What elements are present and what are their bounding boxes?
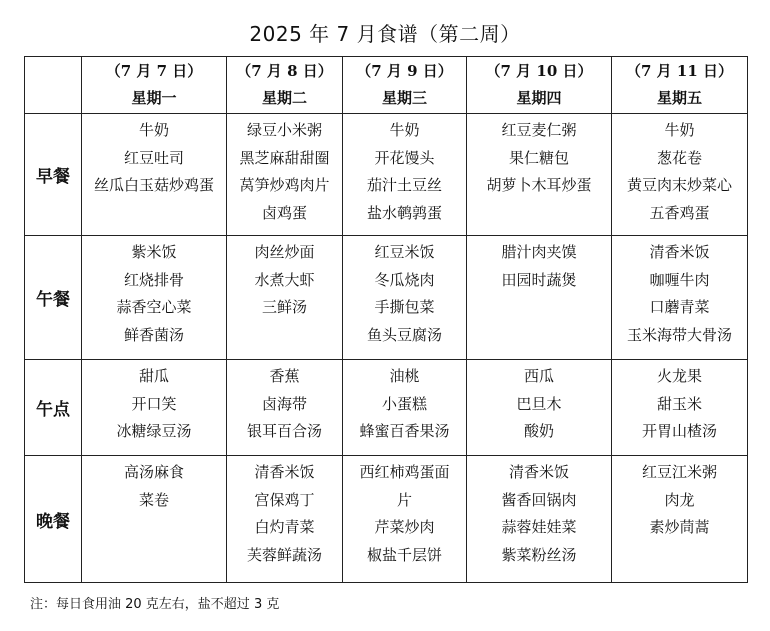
menu-cell [343, 236, 467, 360]
dish-item: 卤海带 [261, 394, 307, 413]
dish-list [82, 456, 226, 514]
weekly-menu-table [24, 56, 748, 583]
dish-item: 口蘑青菜 [649, 298, 710, 316]
dish-item: 芹菜炒肉 [374, 518, 435, 536]
dish-item: 清香米饭 [649, 243, 710, 261]
day-header-thu [467, 57, 612, 114]
meal-label: 晚餐 [25, 456, 82, 583]
dish-item: 清香米饭 [254, 463, 315, 481]
dish-item: 椒盐千层饼 [366, 545, 442, 564]
menu-cell [612, 456, 748, 583]
dish-list [227, 456, 342, 569]
day-date: （7 月 8 日） [236, 62, 333, 80]
meal-label: 午餐 [25, 236, 82, 360]
dish-item: 鲜香菌汤 [123, 325, 184, 344]
dish-item: 红豆江米粥 [641, 463, 717, 481]
dish-item: 手撕包菜 [374, 298, 435, 316]
meal-row-breakfast [25, 114, 748, 236]
day-date: （7 月 11 日） [626, 62, 733, 80]
dish-item: 开口笑 [131, 394, 177, 413]
footnote: 注：每日食用油 20 克左右，盐不超过 3 克 [30, 597, 280, 612]
meal-row-snack [25, 360, 748, 456]
menu-cell [467, 456, 612, 583]
meal-row-lunch [25, 236, 748, 360]
dish-item: 冰糖绿豆汤 [116, 422, 192, 440]
dish-item: 素炒茼蒿 [649, 518, 710, 536]
dish-list [227, 360, 342, 446]
menu-cell [467, 114, 612, 236]
dish-item: 果仁糖包 [508, 148, 569, 167]
dish-item: 蜂蜜百香果汤 [359, 422, 450, 440]
menu-cell [227, 236, 343, 360]
menu-cell [467, 360, 612, 456]
dish-item: 冬瓜烧肉 [374, 270, 435, 289]
dish-item: 酸奶 [523, 422, 554, 440]
day-weekday: 星期四 [516, 89, 562, 107]
dish-item: 火龙果 [656, 367, 702, 385]
dish-list [612, 236, 747, 349]
dish-item: 小蛋糕 [381, 394, 427, 413]
dish-item: 茄汁土豆丝 [366, 176, 442, 194]
dish-item: 莴笋炒鸡肉片 [239, 176, 330, 194]
menu-cell [343, 360, 467, 456]
dish-item: 巴旦木 [516, 394, 562, 413]
dish-item: 红豆米饭 [374, 243, 435, 261]
dish-item: 西瓜 [523, 367, 554, 385]
dish-item: 牛奶 [389, 121, 420, 139]
meal-row-dinner [25, 456, 748, 583]
menu-cell [467, 236, 612, 360]
day-weekday: 星期一 [131, 89, 177, 107]
dish-item: 银耳百合汤 [246, 422, 322, 440]
dish-list [467, 360, 611, 446]
day-header-wed [343, 57, 467, 114]
dish-item: 片 [396, 490, 412, 509]
dish-item: 甜瓜 [138, 367, 169, 385]
dish-list [612, 360, 747, 446]
day-date: （7 月 10 日） [485, 62, 593, 80]
page-title: 2025 年 7 月食谱（第二周） [249, 22, 521, 46]
menu-cell [82, 360, 227, 456]
dish-item: 酱香回锅肉 [501, 490, 577, 509]
day-header-mon [82, 57, 227, 114]
dish-item: 白灼青菜 [254, 518, 315, 536]
menu-cell [343, 456, 467, 583]
dish-item: 鱼头豆腐汤 [366, 325, 442, 344]
day-date: （7 月 7 日） [105, 62, 203, 80]
dish-item: 绿豆小米粥 [246, 121, 322, 139]
day-weekday: 星期五 [656, 89, 702, 107]
meal-label: 早餐 [25, 114, 82, 236]
dish-item: 红豆吐司 [123, 148, 184, 167]
dish-item: 丝瓜白玉菇炒鸡蛋 [93, 176, 214, 194]
dish-item: 红烧排骨 [123, 270, 184, 289]
dish-item: 甜玉米 [656, 394, 702, 413]
dish-item: 胡萝卜木耳炒蛋 [486, 176, 592, 194]
menu-cell [82, 456, 227, 583]
dish-item: 咖喱牛肉 [649, 270, 710, 289]
dish-item: 香蕉 [269, 367, 300, 385]
dish-item: 蒜香空心菜 [116, 298, 192, 316]
header-row [25, 57, 748, 114]
dish-item: 菜卷 [138, 490, 169, 509]
dish-list [343, 114, 466, 227]
day-header-fri [612, 57, 748, 114]
dish-list [467, 236, 611, 294]
dish-item: 三鲜汤 [261, 298, 307, 316]
dish-item: 蒜蓉娃娃菜 [501, 518, 577, 536]
dish-item: 盐水鹌鹑蛋 [366, 203, 442, 222]
dish-item: 水煮大虾 [254, 270, 315, 289]
day-weekday: 星期二 [261, 89, 307, 107]
dish-list [343, 456, 466, 569]
day-weekday: 星期三 [381, 89, 427, 107]
dish-list [227, 114, 342, 227]
dish-item: 牛奶 [138, 121, 169, 139]
dish-item: 西红柿鸡蛋面 [359, 463, 450, 481]
dish-item: 牛奶 [664, 121, 695, 139]
dish-item: 芙蓉鲜蔬汤 [246, 545, 322, 564]
dish-item: 宫保鸡丁 [254, 490, 315, 509]
dish-list [467, 456, 611, 569]
menu-cell [612, 114, 748, 236]
dish-list [227, 236, 342, 322]
dish-item: 葱花卷 [656, 148, 702, 167]
dish-list [82, 360, 226, 446]
dish-item: 肉丝炒面 [254, 243, 315, 261]
dish-item: 田园时蔬煲 [501, 270, 577, 289]
menu-cell [82, 236, 227, 360]
meal-label: 午点 [25, 360, 82, 456]
dish-item: 开花馒头 [374, 148, 435, 167]
corner-cell [25, 57, 82, 114]
dish-item: 卤鸡蛋 [261, 203, 307, 222]
menu-cell [227, 360, 343, 456]
dish-item: 紫米饭 [131, 243, 177, 261]
dish-list [82, 236, 226, 349]
dish-list [612, 114, 747, 227]
dish-item: 清香米饭 [508, 463, 569, 481]
menu-cell [612, 360, 748, 456]
dish-item: 油桃 [389, 367, 420, 385]
menu-cell [227, 456, 343, 583]
dish-list [612, 456, 747, 542]
dish-item: 黄豆肉末炒菜心 [626, 176, 732, 194]
day-date: （7 月 9 日） [356, 62, 453, 80]
dish-item: 紫菜粉丝汤 [501, 545, 577, 564]
dish-item: 腊汁肉夹馍 [501, 243, 577, 261]
dish-item: 开胃山楂汤 [641, 422, 717, 440]
dish-item: 五香鸡蛋 [649, 203, 710, 222]
dish-list [343, 236, 466, 349]
menu-cell [227, 114, 343, 236]
dish-list [467, 114, 611, 200]
menu-cell [343, 114, 467, 236]
day-header-tue [227, 57, 343, 114]
dish-item: 玉米海带大骨汤 [626, 325, 732, 344]
dish-item: 肉龙 [664, 490, 695, 509]
dish-list [343, 360, 466, 446]
dish-item: 高汤麻食 [123, 463, 184, 481]
dish-item: 黑芝麻甜甜圈 [239, 148, 330, 167]
menu-cell [612, 236, 748, 360]
dish-item: 红豆麦仁粥 [501, 121, 577, 139]
dish-list [82, 114, 226, 200]
menu-cell [82, 114, 227, 236]
